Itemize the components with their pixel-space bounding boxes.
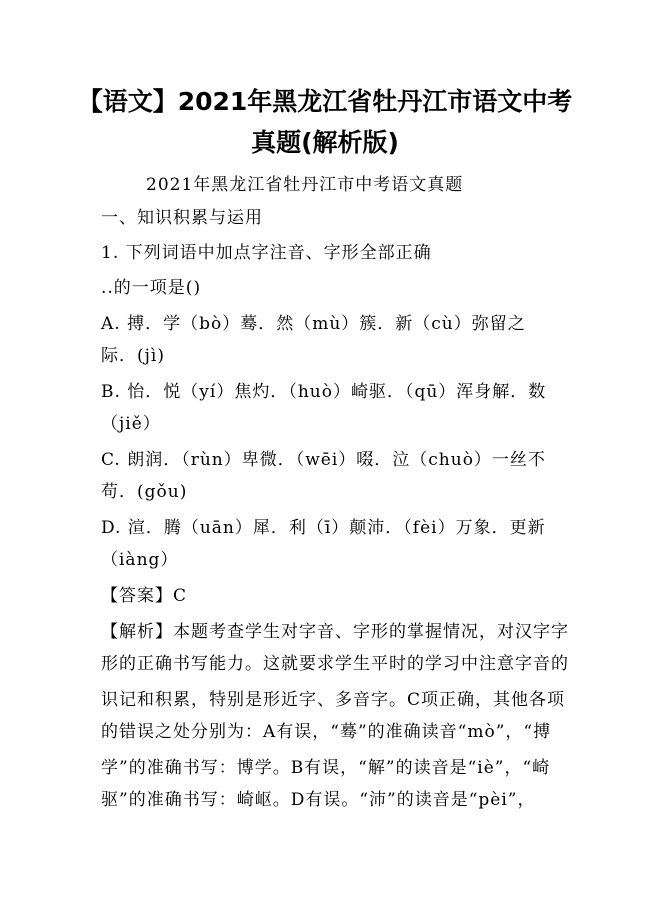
option-a-line-1: A. 搏．学（bò）蓦．然（mù）簇．新（cù）弥留之 [101,314,526,334]
section-heading: 一、知识积累与运用 [101,208,263,228]
question-stem-line-2: ..的一项是() [101,278,202,298]
analysis-line-1: 【解析】本题考查学生对字音、字形的掌握情况，对汉字字 [101,622,569,642]
option-c-line-2: 苟．(gǒu) [101,482,188,502]
analysis-line-3: 识记和积累，特别是形近字、多音字。C项正确，其他各项 [101,690,566,710]
option-d-line-2: （iàng） [101,550,179,570]
document-title-line-1: 【语文】2021年黑龙江省牡丹江市语文中考 [77,87,573,116]
analysis-line-2: 形的正确书写能力。这就要求学生平时的学习中注意字音的 [101,654,569,674]
analysis-line-5: 学”的准确书写：博学。B有误，“解”的读音是“iè”，“崎 [101,758,551,778]
exam-subtitle: 2021年黑龙江省牡丹江市中考语文真题 [146,175,464,195]
option-a-line-2: 际．(jì) [101,346,165,366]
answer-line: 【答案】C [101,586,188,606]
analysis-line-4: 的错误之处分别为：A有误，“蓦”的准确读音“mò”，“搏 [101,722,552,742]
option-c-line-1: C. 朗润．（rùn）卑微．（wēi）啜．泣（chuò）一丝不 [101,450,546,470]
analysis-line-6: 驱”的准确书写：崎岖。D有误。“沛”的读音是“pèi”， [101,790,536,810]
option-d-line-1: D. 渲．腾（uān）犀．利（ī）颠沛．（fèi）万象．更新 [101,518,546,538]
document-title-line-2: 真题(解析版) [251,128,399,157]
question-stem-line-1: 1. 下列词语中加点字注音、字形全部正确 [101,243,432,263]
option-b-line-2: （jiě） [101,414,161,434]
option-b-line-1: B. 怡．悦（yí）焦灼．（huò）崎驱．（qū）浑身解．数 [101,382,547,402]
